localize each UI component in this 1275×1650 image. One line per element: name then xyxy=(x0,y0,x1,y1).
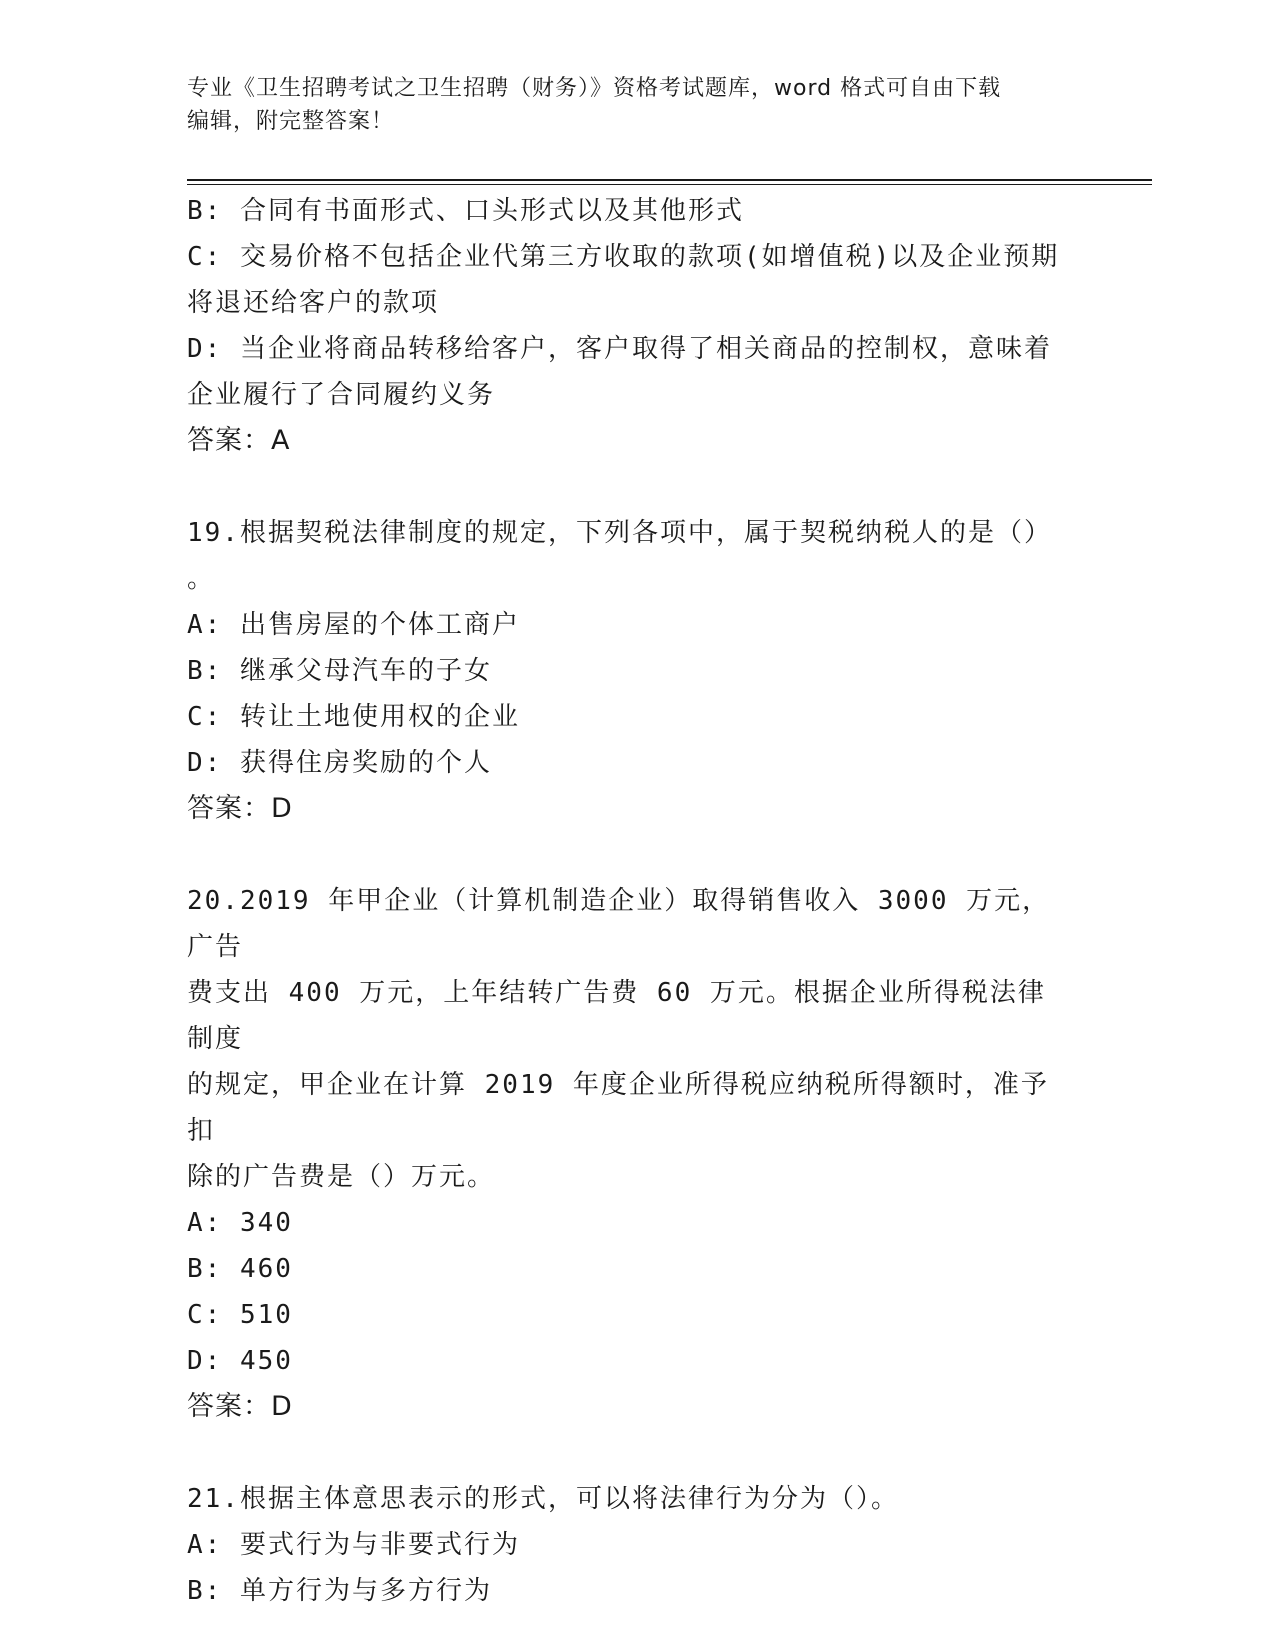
answer: 答案：A xyxy=(187,425,291,456)
spacer xyxy=(187,1430,1067,1476)
header-divider-thick xyxy=(187,179,1152,181)
question-19 xyxy=(187,510,1067,832)
header-line-2: 编辑，附完整答案！ xyxy=(187,109,395,134)
spacer xyxy=(187,464,1067,510)
spacer xyxy=(187,832,1067,878)
option-c-line-1: C: 交易价格不包括企业代第三方收取的款项(如增值税)以及企业预期 xyxy=(187,242,1060,272)
option-b: B: 460 xyxy=(187,1254,293,1284)
answer: 答案：D xyxy=(187,793,293,824)
option-a: A: 340 xyxy=(187,1208,293,1238)
option-d: D: 450 xyxy=(187,1346,293,1376)
option-c: C: 510 xyxy=(187,1300,293,1330)
question-21 xyxy=(187,1476,1067,1614)
option-d-line-1: D: 当企业将商品转移给客户，客户取得了相关商品的控制权，意味着 xyxy=(187,334,1052,364)
header-divider-thin xyxy=(187,184,1152,185)
header-line-1: 专业《卫生招聘考试之卫生招聘（财务）》资格考试题库，word 格式可自由下载 xyxy=(187,76,1002,101)
option-a: A: 要式行为与非要式行为 xyxy=(187,1530,520,1560)
option-a: A: 出售房屋的个体工商户 xyxy=(187,610,520,640)
question-stem: 21.根据主体意思表示的形式，可以将法律行为分为（）。 xyxy=(187,1484,899,1514)
option-c: C: 转让土地使用权的企业 xyxy=(187,702,520,732)
option-b: B: 继承父母汽车的子女 xyxy=(187,656,492,686)
question-stem-line-3: 的规定，甲企业在计算 2019 年度企业所得税应纳税所得额时，准予扣 xyxy=(187,1070,1049,1146)
question-stem-line-4: 除的广告费是（）万元。 xyxy=(187,1162,496,1192)
question-stem-line-2: 费支出 400 万元，上年结转广告费 60 万元。根据企业所得税法律制度 xyxy=(187,978,1046,1054)
question-stem-line-1: 19.根据契税法律制度的规定，下列各项中，属于契税纳税人的是（） xyxy=(187,518,1052,548)
question-18 xyxy=(187,188,1067,464)
option-b: B: 合同有书面形式、口头形式以及其他形式 xyxy=(187,196,744,226)
question-stem-line-2: 。 xyxy=(187,564,216,594)
option-d-line-2: 企业履行了合同履约义务 xyxy=(187,380,496,410)
option-b: B: 单方行为与多方行为 xyxy=(187,1576,492,1606)
option-d: D: 获得住房奖励的个人 xyxy=(187,748,492,778)
question-20 xyxy=(187,878,1067,1430)
question-stem-line-1: 20.2019 年甲企业（计算机制造企业）取得销售收入 3000 万元，广告 xyxy=(187,886,1051,962)
answer: 答案：D xyxy=(187,1391,293,1422)
document-header xyxy=(187,72,1067,138)
option-c-line-2: 将退还给客户的款项 xyxy=(187,288,440,318)
question-content xyxy=(187,188,1067,1614)
